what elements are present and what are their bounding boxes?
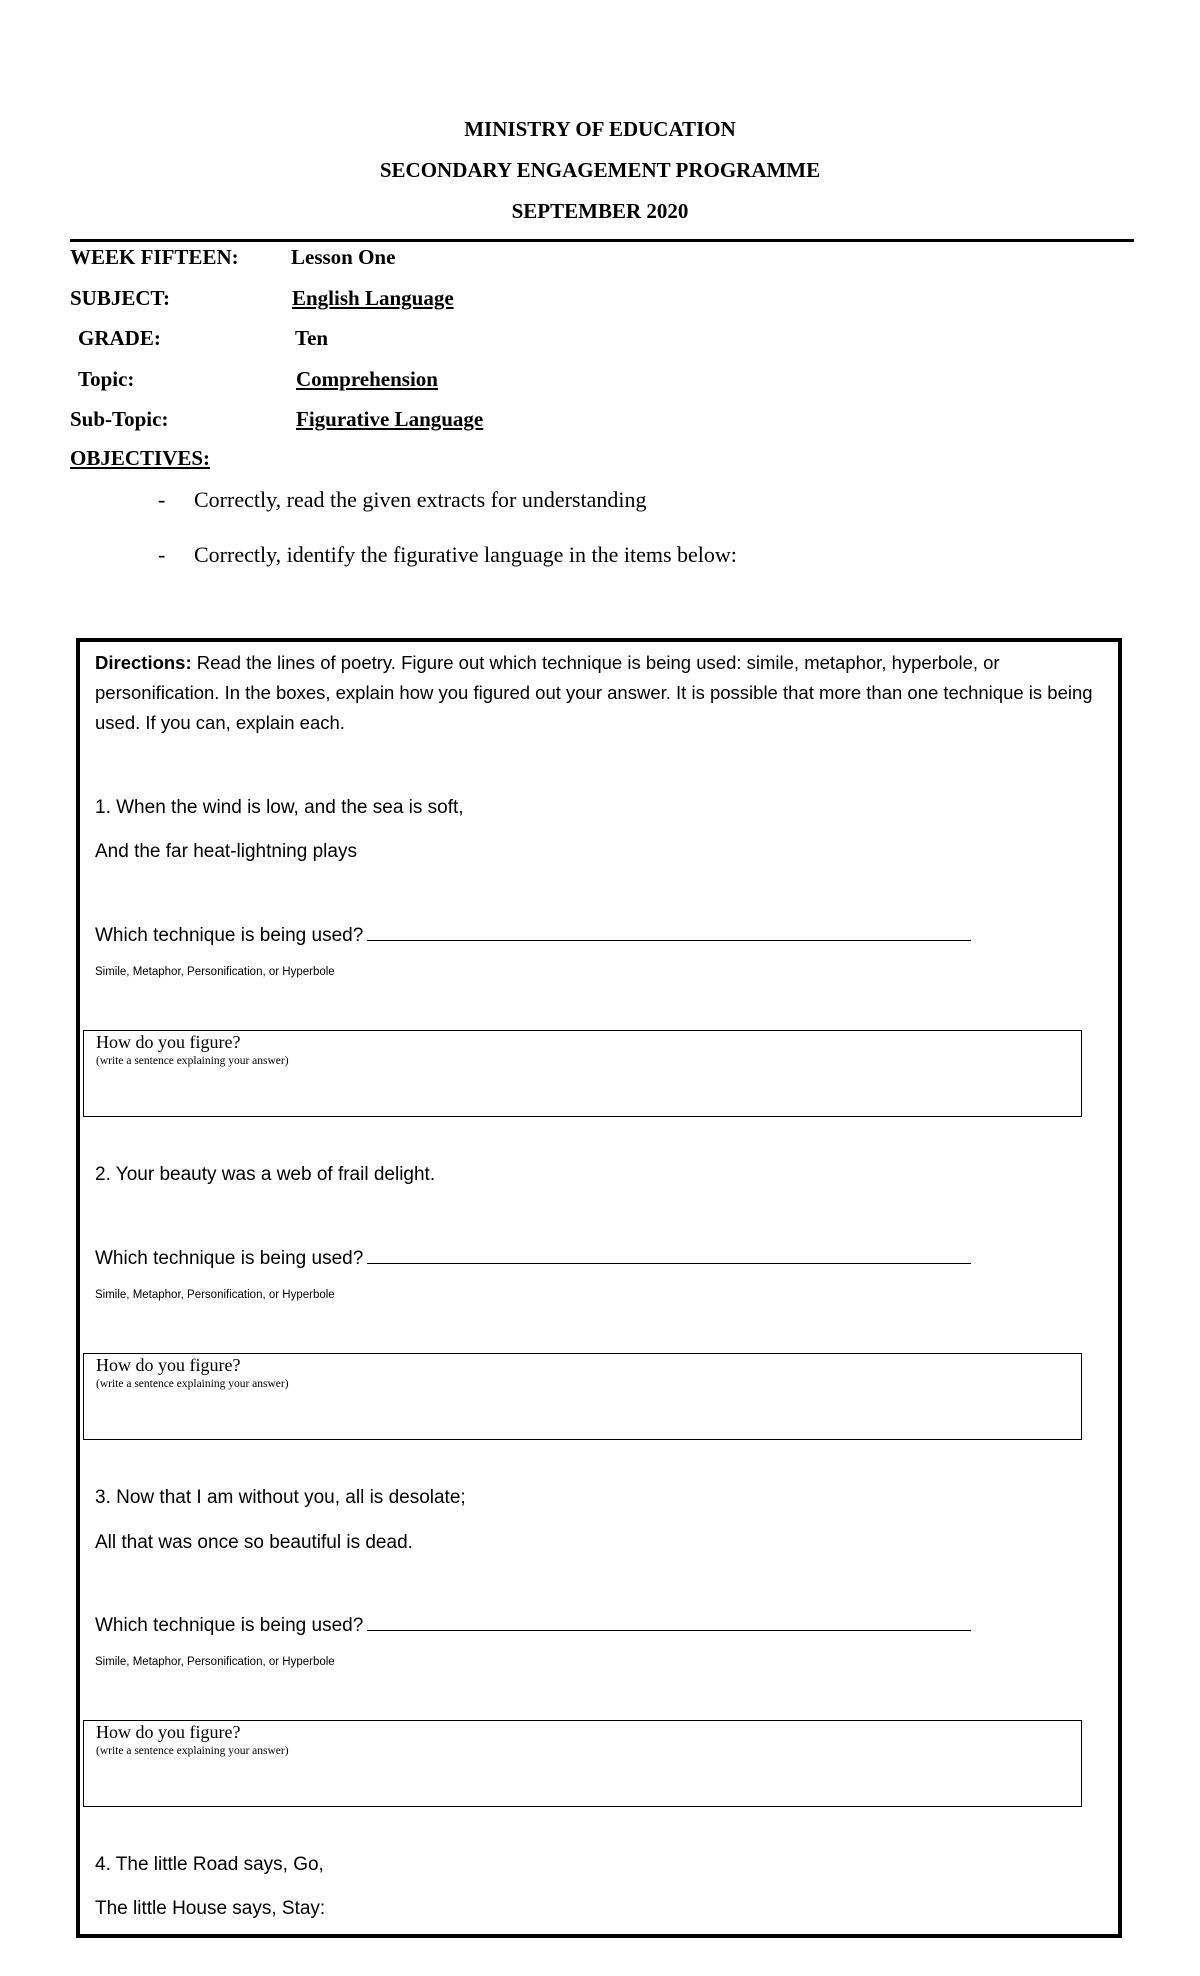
q4-line2: The little House says, Stay: (95, 1898, 326, 1919)
objective-text: Correctly, read the given extracts for understanding (194, 487, 647, 512)
q2-technique-options: Simile, Metaphor, Personification, or Hyperbole (95, 1289, 335, 1301)
subtopic-value: Figurative Language (296, 407, 484, 431)
figure-note: (write a sentence explaining your answer) (96, 1055, 289, 1067)
figure-question: How do you figure? (96, 1355, 241, 1375)
q3-explanation-box[interactable] (83, 1720, 1082, 1807)
q1-answer-blank[interactable] (367, 922, 971, 941)
q1-line2: And the far heat-lightning plays (95, 841, 357, 862)
q1-technique-options: Simile, Metaphor, Personification, or Hyperbole (95, 966, 335, 978)
grade-row (70, 326, 770, 356)
directions-paragraph (95, 648, 1095, 738)
week-label: WEEK FIFTEEN: (70, 245, 239, 269)
subject-value: English Language (292, 286, 454, 310)
q1-line1: 1. When the wind is low, and the sea is soft, (95, 797, 464, 818)
grade-label: GRADE: (78, 326, 161, 350)
figure-note: (write a sentence explaining your answer) (96, 1745, 289, 1757)
week-row (70, 245, 770, 275)
q2-answer-blank[interactable] (367, 1245, 971, 1264)
q3-technique-row (95, 1612, 971, 1637)
q3-line2: All that was once so beautiful is dead. (95, 1532, 413, 1553)
q1-technique-row (95, 922, 971, 947)
technique-prompt: Which technique is being used? (95, 1248, 364, 1269)
technique-prompt: Which technique is being used? (95, 925, 364, 946)
objectives-title: OBJECTIVES: (70, 446, 211, 470)
header-divider (70, 239, 1134, 242)
directions-text: Read the lines of poetry. Figure out which technique is being used: simile, metaphor, hyperbole, or personification. In the boxes, explain how you figured out your answer. It is possible that more than one technique is being used. If you can, explain each. (95, 652, 1093, 733)
grade-value: Ten (295, 326, 329, 350)
subject-row (70, 286, 770, 316)
topic-label: Topic: (78, 367, 135, 391)
q3-line1: 3. Now that I am without you, all is desolate; (95, 1487, 466, 1508)
topic-value: Comprehension (296, 367, 438, 391)
figure-note: (write a sentence explaining your answer) (96, 1378, 289, 1390)
q1-explanation-box[interactable] (83, 1030, 1082, 1117)
directions-label: Directions: (95, 652, 192, 673)
subject-label: SUBJECT: (70, 286, 170, 310)
technique-prompt: Which technique is being used? (95, 1615, 364, 1636)
objective-text: Correctly, identify the figurative language in the items below: (194, 542, 737, 567)
figure-question: How do you figure? (96, 1032, 241, 1052)
figure-question: How do you figure? (96, 1722, 241, 1742)
week-value: Lesson One (291, 245, 396, 269)
subtopic-label: Sub-Topic: (70, 407, 169, 431)
topic-row (70, 367, 770, 397)
bullet-dash: - (158, 487, 166, 512)
date-heading: SEPTEMBER 2020 (511, 199, 689, 223)
programme-heading: SECONDARY ENGAGEMENT PROGRAMME (379, 158, 821, 182)
q2-explanation-box[interactable] (83, 1353, 1082, 1440)
q4-line1: 4. The little Road says, Go, (95, 1854, 324, 1875)
q2-line1: 2. Your beauty was a web of frail delight. (95, 1164, 436, 1185)
q3-technique-options: Simile, Metaphor, Personification, or Hyperbole (95, 1656, 335, 1668)
subtopic-row (70, 407, 770, 437)
q2-technique-row (95, 1245, 971, 1270)
q3-answer-blank[interactable] (367, 1612, 971, 1631)
ministry-heading: MINISTRY OF EDUCATION (464, 117, 736, 141)
bullet-dash: - (158, 542, 166, 567)
